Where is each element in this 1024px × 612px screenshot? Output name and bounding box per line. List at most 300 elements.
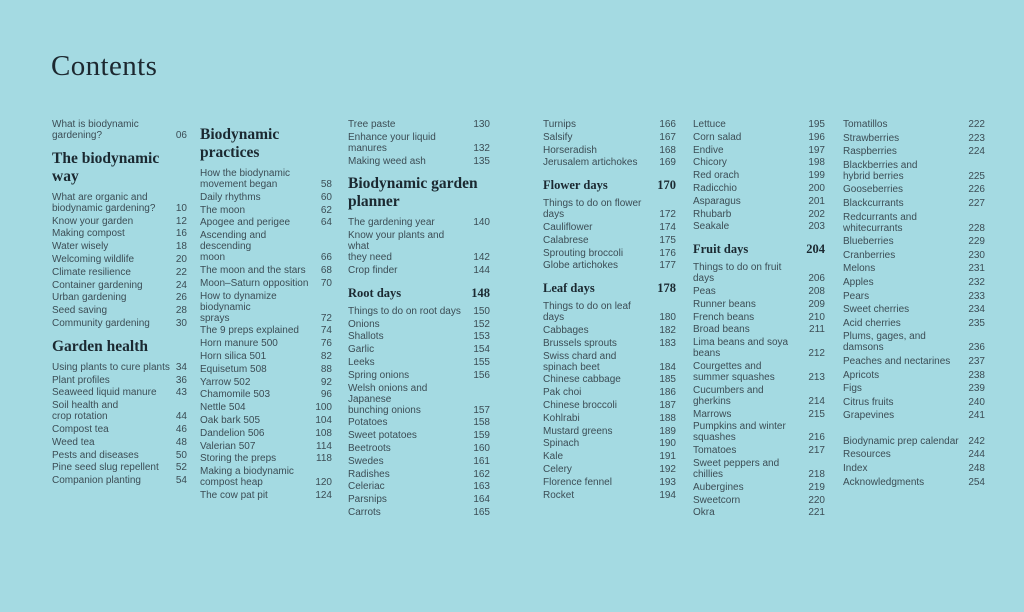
toc-entry-label: Horn manure 500: [200, 338, 278, 350]
toc-entry: [348, 132, 490, 154]
toc-entry-label: Blackberries and hybrid berries: [843, 159, 918, 182]
toc-subheading-label: Fruit days: [693, 242, 749, 257]
toc-entry-label: Melons: [843, 263, 876, 275]
toc-entry: [543, 248, 676, 259]
toc-entry: [200, 415, 332, 426]
toc-page-number: 240: [968, 396, 985, 408]
toc-entry-label: Swedes: [348, 455, 384, 467]
toc-page-number: 30: [175, 317, 187, 329]
toc-entry-label: Grapevines: [843, 410, 895, 422]
toc-entry: [52, 375, 187, 386]
toc-entry-label: Chinese broccoli: [543, 399, 617, 411]
toc-page-number: 238: [968, 369, 985, 381]
toc-entry: [348, 469, 490, 480]
toc-entry: [843, 236, 985, 247]
toc-entry: [348, 481, 490, 492]
toc-entry-label: Corn salad: [693, 131, 742, 143]
toc-entry-label: Peas: [693, 285, 716, 297]
toc-entry-label: Plant profiles: [52, 374, 110, 386]
toc-entry: [52, 462, 187, 473]
toc-entry: [693, 119, 825, 130]
toc-entry-label: Gooseberries: [843, 184, 904, 196]
toc-page-number: 167: [659, 131, 676, 143]
toc-entry: [843, 133, 985, 144]
toc-entry: [843, 304, 985, 315]
toc-entry: [693, 209, 825, 220]
toc-entry: [543, 413, 676, 424]
toc-entry: [200, 351, 332, 362]
toc-page-number: 148: [471, 285, 490, 300]
toc-subheading: [543, 281, 676, 295]
toc-entry: [843, 397, 985, 408]
toc-entry-label: Salsify: [543, 131, 573, 143]
toc-entry: [52, 254, 187, 265]
toc-entry-label: Things to do on fruit days: [693, 262, 782, 285]
toc-page-number: 197: [808, 144, 825, 156]
toc-entry-label: Blackcurrants: [843, 197, 904, 209]
toc-page-number: 188: [659, 412, 676, 424]
toc-entry: [543, 119, 676, 130]
toc-entry-label: Runner beans: [693, 298, 756, 310]
toc-page-number: 190: [659, 438, 676, 450]
toc-entry: [348, 331, 490, 342]
toc-entry-label: Beetroots: [348, 442, 391, 454]
toc-page-number: 194: [659, 489, 676, 501]
toc-page-number: 212: [808, 348, 825, 360]
toc-page-number: 183: [659, 337, 676, 349]
toc-page-number: 135: [473, 155, 490, 167]
toc-page-number: 180: [659, 312, 676, 324]
toc-entry: [693, 145, 825, 156]
toc-column-6: [843, 119, 985, 490]
toc-entry: [52, 450, 187, 461]
toc-entry-label: Florence fennel: [543, 476, 612, 488]
toc-entry-label: Tree paste: [348, 119, 396, 130]
toc-heading: [52, 150, 187, 186]
toc-entry-label: Pests and diseases: [52, 449, 139, 461]
toc-page-number: 206: [808, 273, 825, 285]
toc-page-number: 20: [175, 253, 187, 265]
toc-entry-label: Pumpkins and winter squashes: [693, 421, 786, 444]
toc-entry-label: Biodynamic prep calendar: [843, 435, 959, 447]
toc-page-number: 210: [808, 311, 825, 323]
toc-entry: [843, 449, 985, 460]
toc-entry: [52, 400, 187, 422]
toc-entry-label: Resources: [843, 449, 891, 461]
toc-entry-label: Shallots: [348, 331, 384, 343]
toc-entry-label: Figs: [843, 383, 862, 395]
toc-entry-label: What is biodynamic gardening?: [52, 119, 139, 141]
toc-entry-label: Raspberries: [843, 146, 897, 158]
toc-page-number: 244: [968, 449, 985, 461]
toc-page-number: 154: [473, 344, 490, 356]
toc-entry-label: Chamomile 503: [200, 389, 271, 401]
toc-column-3: [348, 119, 490, 520]
toc-page-number: 168: [659, 144, 676, 156]
toc-page-number: 18: [175, 241, 187, 253]
toc-heading-label: Garden health: [52, 337, 149, 355]
toc-entry: [543, 222, 676, 233]
toc-entry-label: Water wisely: [52, 241, 109, 253]
toc-entry: [52, 267, 187, 278]
toc-entry-label: Cranberries: [843, 249, 896, 261]
toc-page-number: 60: [320, 191, 332, 203]
toc-entry-label: Redcurrants and whitecurrants: [843, 211, 917, 234]
toc-page-number: 58: [320, 179, 332, 190]
toc-page-number: 50: [175, 449, 187, 461]
toc-entry: [348, 319, 490, 330]
toc-entry-label: Equisetum 508: [200, 363, 267, 375]
toc-entry-label: Carrots: [348, 506, 381, 518]
toc-page-number: 108: [315, 427, 332, 439]
toc-page-number: 199: [808, 170, 825, 182]
toc-entry: [200, 364, 332, 375]
toc-page-number: 214: [808, 395, 825, 407]
toc-page-number: 44: [175, 411, 187, 423]
toc-entry-label: Pears: [843, 290, 870, 302]
toc-page-number: 82: [320, 350, 332, 362]
toc-entry-label: Cauliflower: [543, 221, 593, 233]
toc-entry: [348, 456, 490, 467]
toc-entry: [693, 337, 825, 359]
toc-heading: [52, 338, 187, 356]
toc-page-number: 189: [659, 425, 676, 437]
toc-page-number: 150: [473, 305, 490, 317]
toc-entry-label: Celeriac: [348, 481, 385, 493]
toc-entry-label: How the biodynamic movement began: [200, 168, 291, 190]
toc-entry-label: Dandelion 506: [200, 427, 265, 439]
toc-entry-label: Courgettes and summer squashes: [693, 360, 775, 383]
toc-page-number: 203: [808, 221, 825, 233]
toc-entry: [543, 325, 676, 336]
toc-entry: [693, 458, 825, 480]
toc-entry: [693, 482, 825, 493]
toc-page-number: 239: [968, 383, 985, 395]
toc-entry: [843, 263, 985, 274]
toc-page-number: 132: [473, 142, 490, 154]
toc-page-number: 24: [175, 279, 187, 291]
toc-entry: [843, 212, 985, 234]
toc-page-number: 195: [808, 119, 825, 130]
toc-subheading-label: Flower days: [543, 178, 608, 193]
toc-page-number: 227: [968, 197, 985, 209]
toc-page-number: 198: [808, 157, 825, 169]
toc-entry: [543, 351, 676, 373]
toc-entry: [200, 230, 332, 263]
toc-entry: [693, 286, 825, 297]
toc-entry: [52, 192, 187, 214]
toc-entry: [348, 370, 490, 381]
toc-page-number: 196: [808, 131, 825, 143]
toc-entry: [543, 477, 676, 488]
toc-entry: [693, 299, 825, 310]
toc-entry: [693, 445, 825, 456]
toc-page-number: 28: [175, 305, 187, 317]
toc-entry: [543, 260, 676, 271]
toc-page-number: 217: [808, 445, 825, 457]
toc-page-number: 236: [968, 342, 985, 354]
toc-entry: [200, 325, 332, 336]
toc-entry-label: Making a biodynamic compost heap: [200, 466, 294, 489]
toc-entry-label: Pak choi: [543, 387, 582, 399]
toc-page-number: 157: [473, 404, 490, 416]
toc-heading-label: Biodynamic practices: [200, 126, 280, 161]
toc-page-number: 26: [175, 292, 187, 304]
toc-entry: [200, 389, 332, 400]
toc-entry-label: Daily rhythms: [200, 191, 261, 203]
toc-column-2: [200, 119, 332, 503]
toc-entry: [693, 312, 825, 323]
toc-entry-label: Potatoes: [348, 417, 388, 429]
toc-entry-label: Rhubarb: [693, 208, 732, 220]
toc-subheading: [348, 286, 490, 300]
toc-page-number: 76: [320, 338, 332, 350]
toc-entry: [52, 280, 187, 291]
toc-entry: [843, 146, 985, 157]
toc-entry: [543, 235, 676, 246]
toc-page-number: 248: [968, 463, 985, 475]
toc-entry: [543, 464, 676, 475]
toc-entry-label: Nettle 504: [200, 402, 246, 414]
toc-heading: [348, 175, 490, 211]
toc-entry: [693, 183, 825, 194]
toc-entry: [52, 424, 187, 435]
toc-entry: [693, 421, 825, 443]
toc-page-number: 234: [968, 304, 985, 316]
toc-entry: [843, 318, 985, 329]
toc-entry-label: The gardening year: [348, 217, 435, 229]
toc-entry: [543, 145, 676, 156]
toc-entry-label: Mustard greens: [543, 425, 613, 437]
toc-entry: [843, 436, 985, 447]
toc-entry-label: Citrus fruits: [843, 396, 894, 408]
toc-entry: [200, 377, 332, 388]
toc-entry-label: Things to do on leaf days: [543, 301, 631, 324]
toc-entry: [348, 344, 490, 355]
toc-entry: [200, 291, 332, 324]
toc-heading-label: The biodynamic way: [52, 149, 160, 185]
toc-entry: [543, 301, 676, 323]
toc-entry: [348, 306, 490, 317]
toc-entry-label: Apogee and perigee: [200, 217, 291, 229]
toc-page-number: 242: [968, 435, 985, 447]
toc-entry-label: Endive: [693, 144, 724, 156]
toc-entry-label: Chinese cabbage: [543, 374, 621, 386]
toc-subheading: [543, 178, 676, 192]
toc-column-1: [52, 119, 187, 488]
toc-entry: [348, 156, 490, 167]
toc-entry: [52, 292, 187, 303]
toc-entry-label: Asparagus: [693, 195, 741, 207]
toc-page-number: 216: [808, 432, 825, 444]
toc-entry: [843, 160, 985, 182]
toc-entry-label: Know your plants and what they need: [348, 230, 445, 264]
toc-page-number: 202: [808, 208, 825, 220]
toc-page-number: 68: [320, 264, 332, 276]
toc-entry: [348, 430, 490, 441]
toc-page-number: 06: [175, 130, 187, 141]
toc-entry: [348, 417, 490, 428]
toc-page-number: 169: [659, 157, 676, 169]
toc-entry: [348, 217, 490, 228]
toc-page-number: 201: [808, 195, 825, 207]
toc-page-number: 221: [808, 507, 825, 519]
toc-entry: [693, 132, 825, 143]
toc-entry-label: Garlic: [348, 344, 375, 356]
toc-entry-label: Plums, gages, and damsons: [843, 331, 926, 354]
toc-page-number: 204: [806, 242, 825, 257]
toc-entry: [348, 265, 490, 276]
toc-page-number: 233: [968, 290, 985, 302]
toc-entry-label: Oak bark 505: [200, 414, 261, 426]
toc-page-number: 176: [659, 247, 676, 259]
toc-entry: [348, 119, 490, 130]
toc-entry-label: Crop finder: [348, 264, 398, 276]
toc-page-number: 223: [968, 132, 985, 144]
toc-page-number: 241: [968, 410, 985, 422]
toc-page-number: 100: [315, 402, 332, 414]
toc-entry-label: French beans: [693, 311, 755, 323]
toc-entry-label: Rocket: [543, 489, 575, 501]
toc-entry: [843, 184, 985, 195]
toc-entry-label: Marrows: [693, 408, 732, 420]
toc-entry: [200, 428, 332, 439]
toc-entry: [843, 331, 985, 353]
toc-entry-label: What are organic and biodynamic gardening?: [52, 191, 156, 214]
toc-page-number: 92: [320, 376, 332, 388]
toc-page-number: 182: [659, 324, 676, 336]
toc-page-number: 22: [175, 266, 187, 278]
toc-entry-label: The cow pat pit: [200, 489, 268, 501]
toc-entry-label: Lima beans and soya beans: [693, 337, 789, 360]
toc-entry-label: Tomatoes: [693, 445, 737, 457]
toc-page-number: 170: [657, 178, 676, 193]
toc-entry: [543, 490, 676, 501]
toc-entry-label: Welsh onions and Japanese bunching onions: [348, 382, 428, 416]
toc-page-number: 140: [473, 217, 490, 229]
toc-entry: [543, 438, 676, 449]
toc-page-number: 159: [473, 430, 490, 442]
toc-entry: [843, 356, 985, 367]
toc-page-number: 178: [657, 281, 676, 296]
toc-entry-label: Blueberries: [843, 236, 894, 248]
toc-entry: [843, 383, 985, 394]
toc-entry-label: Okra: [693, 507, 715, 519]
toc-page-number: 211: [809, 324, 825, 336]
toc-entry-label: Calabrese: [543, 234, 589, 246]
toc-page-number: 213: [808, 371, 825, 383]
toc-page-number: 224: [968, 146, 985, 158]
toc-entry: [693, 385, 825, 407]
toc-page-number: 16: [175, 228, 187, 240]
toc-entry: [693, 507, 825, 518]
toc-page-number: 144: [473, 264, 490, 276]
toc-entry: [348, 443, 490, 454]
toc-page-number: 235: [968, 317, 985, 329]
toc-entry-label: Making weed ash: [348, 155, 426, 167]
toc-page-number: 160: [473, 442, 490, 454]
toc-entry-label: The moon and the stars: [200, 264, 306, 276]
toc-page-number: 215: [808, 408, 825, 420]
toc-page-number: 96: [320, 389, 332, 401]
toc-heading: [200, 126, 332, 162]
toc-page-number: 232: [968, 276, 985, 288]
toc-subheading: [693, 242, 825, 256]
toc-page-number: 142: [473, 252, 490, 264]
toc-entry-label: Pine seed slug repellent: [52, 462, 159, 474]
toc-page-number: 225: [968, 170, 985, 182]
toc-page-number: 162: [473, 468, 490, 480]
toc-column-4: [543, 119, 676, 502]
toc-subheading-label: Leaf days: [543, 281, 595, 296]
toc-entry: [693, 495, 825, 506]
toc-entry: [52, 305, 187, 316]
toc-entry-label: Things to do on flower days: [543, 198, 642, 221]
toc-page-number: 218: [808, 468, 825, 480]
toc-page-number: 12: [175, 215, 187, 227]
toc-entry-label: Radicchio: [693, 182, 737, 194]
toc-entry: [843, 463, 985, 474]
toc-entry-label: Chicory: [693, 157, 727, 169]
toc-entry-label: Horn silica 501: [200, 350, 267, 362]
toc-entry-label: Seed saving: [52, 305, 108, 317]
toc-entry: [543, 400, 676, 411]
toc-entry: [52, 318, 187, 329]
toc-page-number: 222: [968, 119, 985, 130]
toc-entry-label: Kale: [543, 451, 564, 463]
toc-entry-label: Acid cherries: [843, 317, 901, 329]
toc-entry-label: Leeks: [348, 356, 375, 368]
toc-entry-label: Lettuce: [693, 119, 726, 130]
toc-entry: [348, 494, 490, 505]
toc-entry-label: Making compost: [52, 228, 125, 240]
toc-entry-label: Apples: [843, 276, 874, 288]
toc-heading-label: Biodynamic garden planner: [348, 175, 478, 211]
toc-spacer: [843, 424, 985, 436]
toc-page-number: 192: [659, 463, 676, 475]
toc-entry: [200, 205, 332, 216]
toc-page-number: 208: [808, 285, 825, 297]
toc-entry: [543, 157, 676, 168]
toc-page-number: 184: [659, 361, 676, 373]
toc-page-number: 209: [808, 298, 825, 310]
toc-entry-label: Red orach: [693, 170, 740, 182]
toc-page-number: 66: [320, 252, 332, 264]
toc-entry: [348, 357, 490, 368]
toc-page-number: 155: [473, 356, 490, 368]
toc-page-number: 174: [659, 221, 676, 233]
toc-page-number: 158: [473, 417, 490, 429]
toc-entry: [693, 361, 825, 383]
toc-page-number: 185: [659, 374, 676, 386]
toc-entry-label: Jerusalem artichokes: [543, 157, 638, 169]
toc-entry: [200, 402, 332, 413]
toc-page-number: 229: [968, 236, 985, 248]
toc-entry-label: How to dynamize biodynamic sprays: [200, 290, 277, 324]
toc-entry-label: Moon–Saturn opposition: [200, 277, 309, 289]
toc-column-5: [693, 119, 825, 520]
toc-entry: [543, 426, 676, 437]
toc-entry: [52, 387, 187, 398]
toc-entry: [543, 338, 676, 349]
toc-entry: [543, 198, 676, 220]
toc-page-number: 228: [968, 222, 985, 234]
toc-entry: [348, 230, 490, 263]
toc-page-number: 161: [473, 455, 490, 467]
toc-entry-label: Sweet cherries: [843, 304, 910, 316]
toc-entry: [843, 250, 985, 261]
toc-entry-label: Celery: [543, 463, 572, 475]
